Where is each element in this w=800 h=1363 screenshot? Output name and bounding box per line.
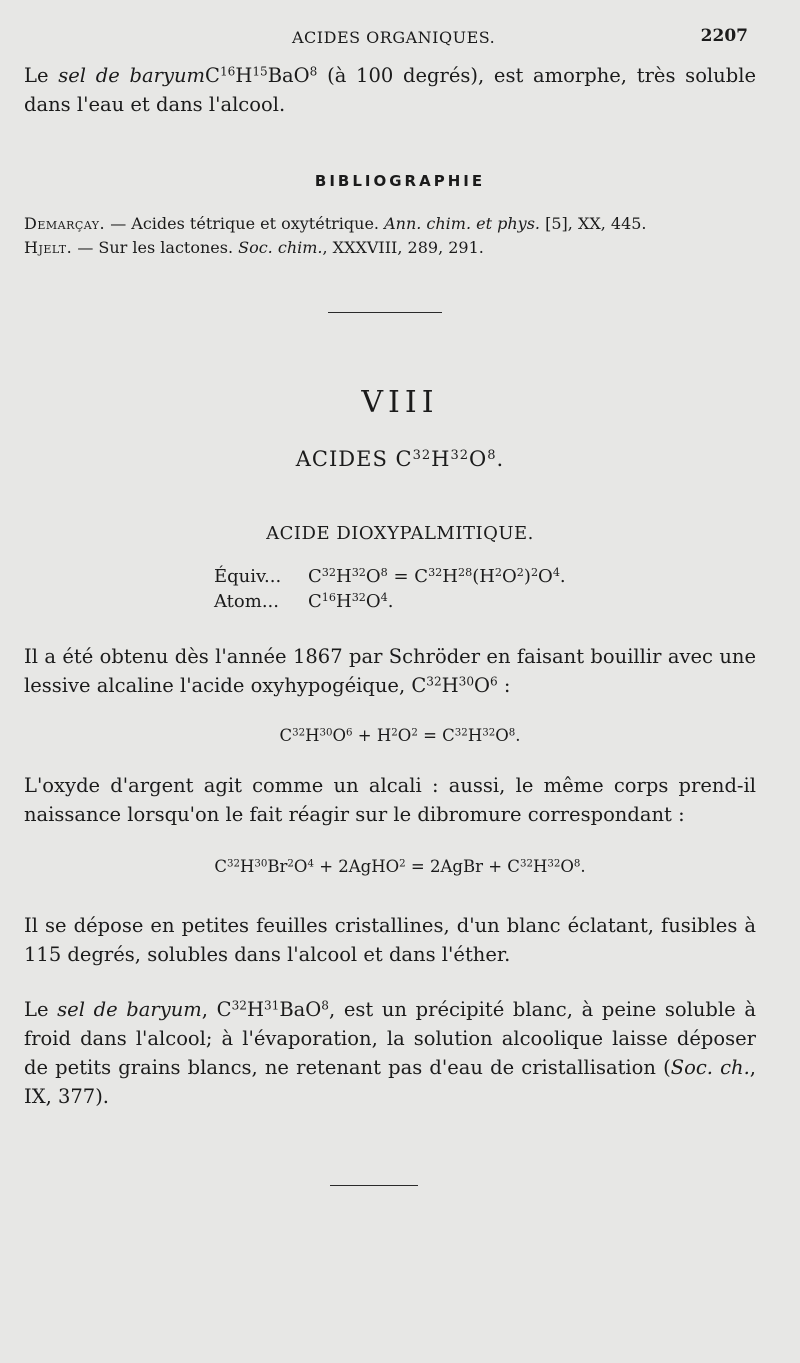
compound-name: ACIDE DIOXYPALMITIQUE. <box>266 523 534 544</box>
bibliography-journal: Ann. chim. et phys. <box>384 214 541 233</box>
bibliography-heading: BIBLIOGRAPHIE <box>314 172 486 190</box>
bibliography-title: — Acides tétrique et oxytétrique. <box>105 214 385 233</box>
bibliography-reference: [5], XX, 445. <box>540 214 647 233</box>
atomic-formula-line <box>214 591 566 616</box>
running-title: ACIDES ORGANIQUES. <box>292 28 496 47</box>
section-number: VIII <box>361 385 439 420</box>
reaction-equation: $C^{32}H^{30}O^6 + H^2O^2 = C^{32}H^{32}O^8$. <box>279 726 521 745</box>
atomic-formula: $C^{16}H^{32}O^4$. <box>308 590 394 612</box>
barium-salt-paragraph <box>24 995 756 1111</box>
bibliography-reference: , XXXVIII, 289, 291. <box>322 238 484 257</box>
intro-paragraph <box>24 61 756 119</box>
bibliography-entry <box>24 214 647 233</box>
end-divider <box>330 1185 418 1186</box>
intro-text: (à 100 degrés), est amorphe, très soluble dans l'eau et dans l'alcool. <box>24 64 756 116</box>
bibliography-entry <box>24 238 484 257</box>
paragraph-text: , $C^{32}H^{31}BaO^8$, est un précipité blanc, à peine soluble à froid dans l'alcool; à l'évaporation, la solution alcoolique laisse déposer de petits grains blancs, ne retenant pas d'eau de cristallisation ( <box>24 998 756 1079</box>
intro-salt-name: sel de baryum <box>58 64 206 87</box>
formula-block <box>214 566 566 616</box>
page-header <box>0 22 800 52</box>
equivalent-formula-line <box>214 566 566 591</box>
reference-end: , IX, 377). <box>24 1056 756 1108</box>
journal-reference: Soc. ch. <box>670 1056 750 1079</box>
section-title: ACIDES $C^{32}H^{32}O^8$. <box>295 447 505 471</box>
intro-formula: $C^{16}H^{15}BaO^8$ <box>205 64 318 87</box>
equivalent-formula: $C^{32}H^{32}O^8 = C^{32}H^{28}(H^2O^2)^2O^4$. <box>308 565 566 587</box>
body-paragraph: Il se dépose en petites feuilles cristallines, d'un blanc éclatant, fusibles à 115 degrés, solubles dans l'alcool et dans l'éther. <box>24 914 756 966</box>
bibliography-journal: Soc. chim. <box>238 238 323 257</box>
bibliography-author: Demarçay. <box>24 214 106 233</box>
bibliography-author: Hjelt. <box>24 238 73 257</box>
bibliography-title: — Sur les lactones. <box>72 238 239 257</box>
salt-name: sel de baryum <box>57 998 202 1021</box>
atomic-label: Atom... <box>214 591 279 612</box>
section-divider <box>328 312 442 313</box>
body-paragraph: Il a été obtenu dès l'année 1867 par Schröder en faisant bouillir avec une lessive alcaline l'acide oxyhypogéique, $C^{32}H^{30}O^6$ : <box>24 645 756 697</box>
body-paragraph: L'oxyde d'argent agit comme un alcali : aussi, le même corps prend-il naissance lorsqu'on le fait réagir sur le dibromure correspondant : <box>24 774 756 826</box>
equivalent-label: Équiv... <box>214 566 282 587</box>
page-number: 2207 <box>700 26 748 46</box>
intro-lead: Le <box>24 64 59 87</box>
reaction-equation: $C^{32}H^{30}Br^2O^4$ + 2AgHO$^2$ = 2AgBr + $C^{32}H^{32}O^8$. <box>214 857 586 876</box>
paragraph-lead: Le <box>24 998 58 1021</box>
